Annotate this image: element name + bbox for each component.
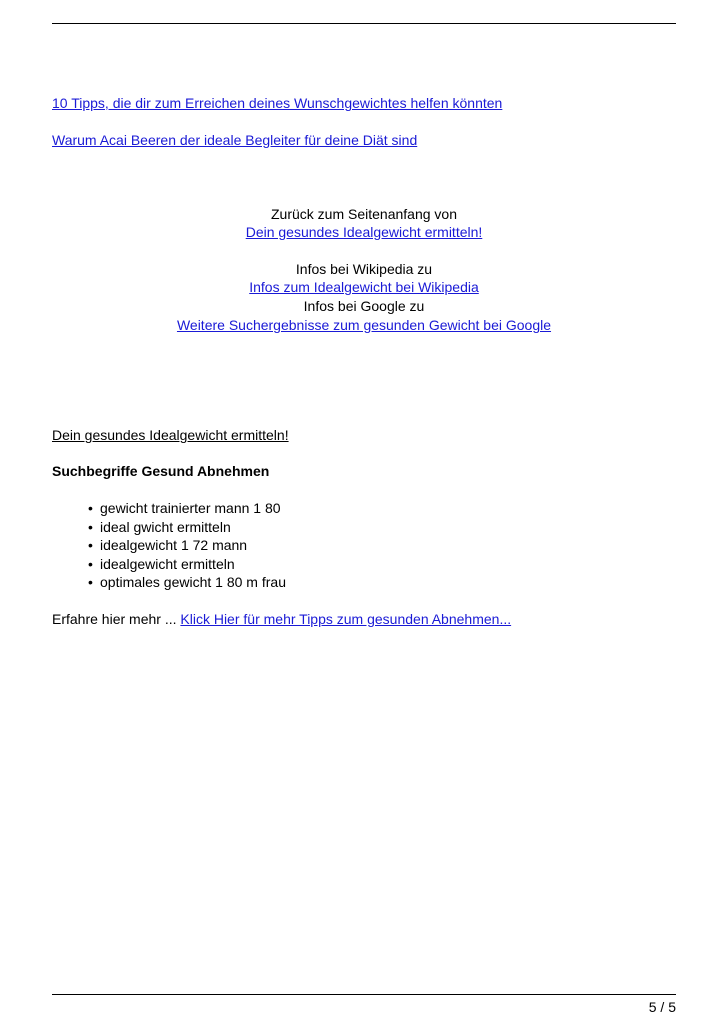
related-link-acai[interactable]: Warum Acai Beeren der ideale Begleiter für deine Diät sind <box>52 132 418 148</box>
list-item-text: idealgewicht 1 72 mann <box>100 537 248 554</box>
list-item-text: optimales gewicht 1 80 m frau <box>100 574 286 591</box>
list-item <box>88 499 286 518</box>
more-info-prefix: Erfahre hier mehr ... <box>52 611 177 627</box>
related-link-row-2 <box>52 131 417 149</box>
list-item <box>88 536 286 555</box>
bullet-icon: • <box>88 518 93 535</box>
list-item-text: ideal gwicht ermitteln <box>100 518 231 535</box>
wikipedia-row <box>52 278 676 296</box>
google-row <box>52 316 676 334</box>
page-number: 5 / 5 <box>648 999 676 1015</box>
more-info-link[interactable]: Klick Hier für mehr Tipps zum gesunden Abnehmen... <box>180 611 512 627</box>
list-item <box>88 573 286 592</box>
list-item <box>88 518 286 537</box>
search-terms-heading: Suchbegriffe Gesund Abnehmen <box>52 463 270 479</box>
bullet-icon: • <box>88 537 93 554</box>
related-link-tipps[interactable]: 10 Tipps, die dir zum Erreichen deines Wunschgewichtes helfen könnten <box>52 95 503 111</box>
back-to-top-row <box>52 223 676 241</box>
back-to-top-text: Zurück zum Seitenanfang von <box>271 206 457 222</box>
list-item <box>88 555 286 574</box>
wikipedia-text: Infos bei Wikipedia zu <box>295 261 433 277</box>
bullet-icon: • <box>88 500 93 516</box>
list-item-text: gewicht trainierter mann 1 80 <box>100 500 281 516</box>
footer-rule <box>52 994 676 995</box>
more-info-row <box>52 610 511 628</box>
related-link-row-1 <box>52 94 502 112</box>
header-rule <box>52 23 676 24</box>
search-terms-list <box>52 499 286 592</box>
bullet-icon: • <box>88 574 93 591</box>
google-link[interactable]: Weitere Suchergebnisse zum gesunden Gewicht bei Google <box>176 317 552 333</box>
wikipedia-link[interactable]: Infos zum Idealgewicht bei Wikipedia <box>249 279 479 295</box>
back-to-top-link[interactable]: Dein gesundes Idealgewicht ermitteln! <box>245 224 483 240</box>
bullet-icon: • <box>88 555 93 572</box>
article-title: Dein gesundes Idealgewicht ermitteln! <box>52 427 289 443</box>
list-item-text: idealgewicht ermitteln <box>100 555 235 572</box>
google-text: Infos bei Google zu <box>303 298 425 314</box>
